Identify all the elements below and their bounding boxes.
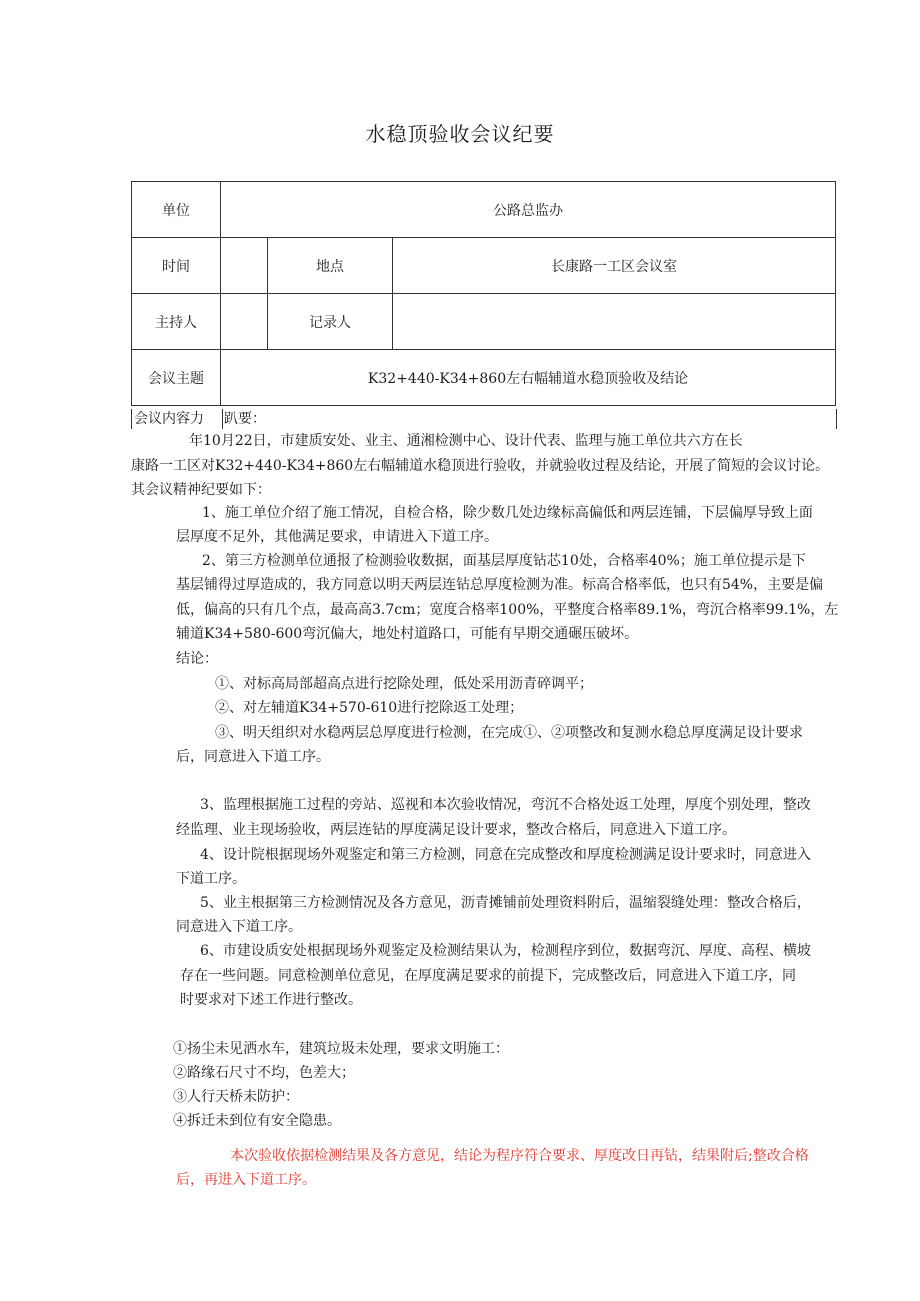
time-label: 时间 <box>132 238 221 294</box>
host-value <box>221 294 268 350</box>
body-line: 经监理、业主现场验收，两层连钻的厚度满足设计要求，整改合格后，同意进入下道工序。 <box>176 822 736 838</box>
body-line: 同意进入下道工序。 <box>176 919 302 935</box>
body-line: 6、市建设质安处根据现场外观鉴定及检测结果认为，检测程序到位，数据弯沉、厚度、高程、横坡 <box>200 943 811 959</box>
body-line: 结论： <box>176 651 218 667</box>
time-value <box>221 238 268 294</box>
meeting-info-table <box>131 181 836 406</box>
body-line: ③人行天桥未防护： <box>173 1089 299 1105</box>
body-line: 存在一些问题。同意检测单位意见，在厚度满足要求的前提下，完成整改后，同意进入下道工序，同 <box>180 968 796 984</box>
topic-label: 会议主题 <box>132 350 221 406</box>
body-line: ④拆迁未到位有安全隐患。 <box>173 1113 341 1129</box>
body-line: 后，同意进入下道工序。 <box>176 749 330 765</box>
body-line: 2、第三方检测单位通报了检测验收数据，面基层厚度钻芯10处，合格率40%；施工单位提示是下 <box>202 553 806 569</box>
body-line: 其会议精神纪要如下： <box>131 482 271 498</box>
body-line: 康路一工区对K32+440-K34+860左右幅辅道水稳顶进行验收，并就验收过程及结论，开展了简短的会议讨论。 <box>131 458 830 474</box>
place-label: 地点 <box>268 238 393 294</box>
content-divider <box>222 409 223 429</box>
unit-label: 单位 <box>132 182 221 238</box>
body-line: 低，偏高的只有几个点，最高高3.7cm；宽度合格率100%，平整度合格率89.1%，弯沉合格率99.1%，左 <box>176 602 839 618</box>
content-lead: 趴要： <box>224 411 266 427</box>
body-line: 辅道K34+580-600弯沉偏大，地处村道路口，可能有早期交通碾压破坏。 <box>176 626 639 642</box>
conclusion-line: 后，再进入下道工序。 <box>176 1172 316 1188</box>
content-label-row <box>131 409 837 429</box>
topic-row <box>132 350 836 406</box>
content-label: 会议内容力 <box>134 411 204 427</box>
time-place-row <box>132 238 836 294</box>
host-label: 主持人 <box>132 294 221 350</box>
body-line: ③、明天组织对水稳两层总厚度进行检测，在完成①、②项整改和复测水稳总厚度满足设计要求 <box>215 725 803 741</box>
recorder-label: 记录人 <box>268 294 393 350</box>
recorder-value <box>393 294 836 350</box>
page-title: 水稳顶验收会议纪要 <box>365 122 555 146</box>
body-line: ①扬尘未见洒水车，建筑垃圾未处理，要求文明施工： <box>173 1041 509 1057</box>
body-line: 4、设计院根据现场外观鉴定和第三方检测，同意在完成整改和厚度检测满足设计要求时，同意进入 <box>200 847 811 863</box>
body-line: 1、施工单位介绍了施工情况，自检合格，除少数几处边缘标高偏低和两层连铺，下层偏厚导致上面 <box>202 505 813 521</box>
body-line: 年10月22日，市建质安处、业主、通湘检测中心、设计代表、监理与施工单位共六方在长 <box>189 433 743 449</box>
body-line: 下道工序。 <box>176 871 246 887</box>
topic-value: K32+440-K34+860左右幅辅道水稳顶验收及结论 <box>221 350 836 406</box>
body-line: 5、业主根据第三方检测情况及各方意见，沥青摊铺前处理资料附后，温缩裂缝处理：整改合格后， <box>200 895 811 911</box>
unit-value: 公路总监办 <box>221 182 836 238</box>
conclusion-line: 本次验收依据检测结果及各方意见，结论为程序符合要求、厚度改日再钻，结果附后;整改合格 <box>230 1148 809 1164</box>
body-line: ②路缘石尺寸不均，色差大； <box>173 1065 355 1081</box>
body-line: 时要求对下述工作进行整改。 <box>180 992 362 1008</box>
unit-row <box>132 182 836 238</box>
body-line: 3、监理根据施工过程的旁站、巡视和本次验收情况，弯沉不合格处返工处理，厚度个别处理，整改 <box>200 797 811 813</box>
body-line: 基层铺得过厚造成的，我方同意以明天两层连钻总厚度检测为准。标高合格率低，也只有54%，主要是偏 <box>176 577 824 593</box>
body-line: ①、对标高局部超高点进行挖除处理，低处采用沥青碎调平； <box>215 676 593 692</box>
host-recorder-row <box>132 294 836 350</box>
body-line: 层厚度不足外，其他满足要求，申请进入下道工序。 <box>176 529 498 545</box>
body-line: ②、对左辅道K34+570-610进行挖除返工处理； <box>215 700 524 716</box>
place-value: 长康路一工区会议室 <box>393 238 836 294</box>
